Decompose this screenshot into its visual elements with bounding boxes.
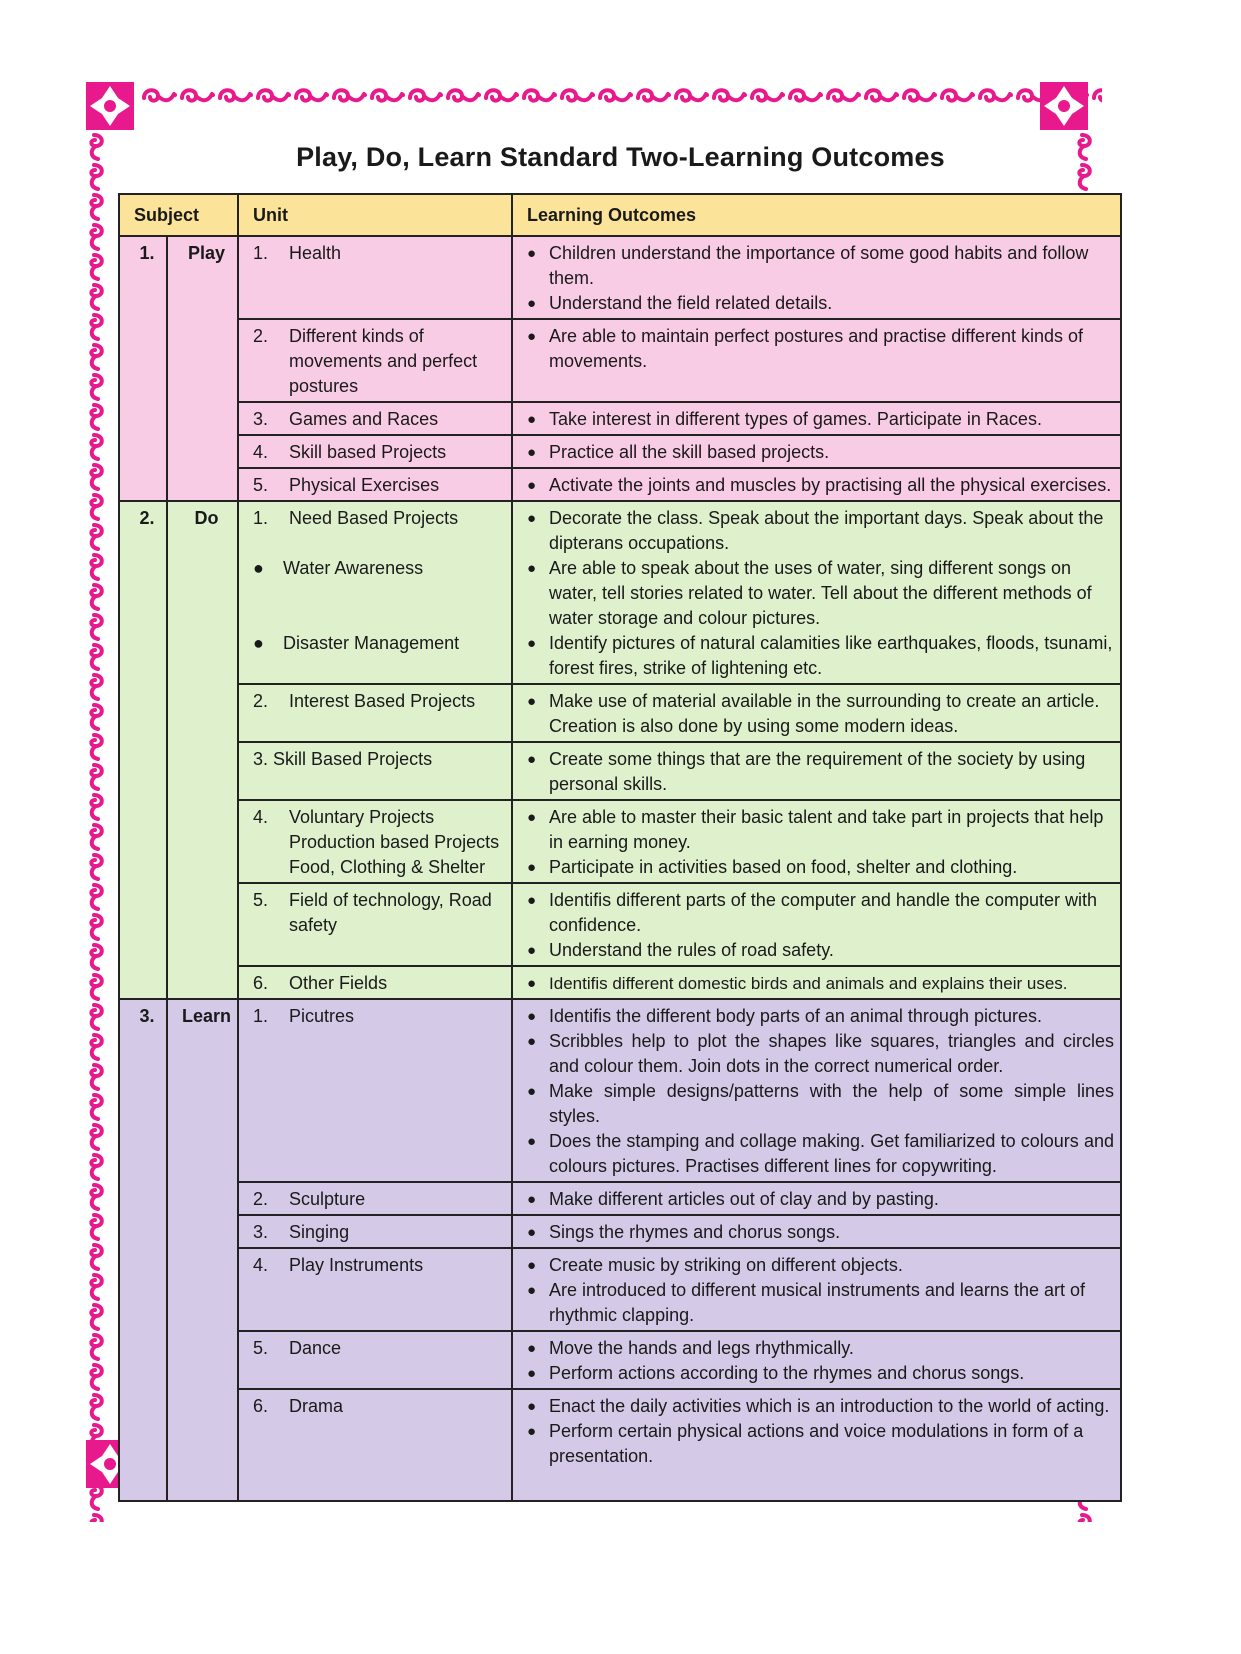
- outcome-text: Participate in activities based on food, shelter and clothing.: [549, 857, 1018, 877]
- unit-cell: [238, 319, 512, 402]
- table-row: [119, 800, 1121, 883]
- outcome-text: Are introduced to different musical instruments and learns the art of rhythmic clapping.: [549, 1280, 1085, 1325]
- table-row: [119, 1248, 1121, 1331]
- bullet-icon: ●: [527, 751, 537, 768]
- bullet-icon: ●: [527, 1257, 537, 1274]
- bullet-icon: ●: [527, 1423, 537, 1440]
- outcome-text: Understand the field related details.: [549, 293, 833, 313]
- outcome-text: Identifis different parts of the computer and handle the computer with confidence.: [549, 890, 1098, 935]
- bullet-icon: ●: [527, 245, 537, 262]
- table-row: [119, 319, 1121, 402]
- outcomes-cell: [512, 742, 1121, 800]
- unit-number: 3.: [253, 1222, 269, 1242]
- unit-sub-label: Disaster Management: [283, 633, 460, 653]
- unit-label: Voluntary Projects: [289, 807, 435, 827]
- unit-label: Play Instruments: [289, 1255, 424, 1275]
- table-row: [119, 435, 1121, 468]
- bullet-icon: ●: [527, 693, 537, 710]
- outcome-text: Identifis different domestic birds and animals and explains their uses.: [549, 974, 1068, 993]
- unit-label: Need Based Projects: [289, 508, 459, 528]
- unit-cell: [238, 501, 512, 684]
- table-row: [119, 236, 1121, 319]
- unit-cell: [238, 1331, 512, 1389]
- bullet-icon: ●: [253, 633, 264, 653]
- unit-label: Skill based Projects: [289, 442, 447, 462]
- bullet-icon: ●: [527, 295, 537, 312]
- table-row: [119, 1389, 1121, 1501]
- outcomes-cell: [512, 435, 1121, 468]
- outcome-text: Identifis the different body parts of an animal through pictures.: [549, 1006, 1042, 1026]
- unit-cell: [238, 742, 512, 800]
- unit-cell: [238, 1215, 512, 1248]
- bullet-icon: ●: [527, 859, 537, 876]
- unit-label: Dance: [289, 1338, 342, 1358]
- table-row: [119, 1182, 1121, 1215]
- unit-number: 6.: [253, 1396, 269, 1416]
- outcome-text: Create music by striking on different objects.: [549, 1255, 903, 1275]
- table-row: [119, 501, 1121, 684]
- table-row: [119, 999, 1121, 1182]
- outcomes-cell: [512, 684, 1121, 742]
- unit-number: 3.: [253, 409, 269, 429]
- outcome-text: Make different articles out of clay and by pasting.: [549, 1189, 939, 1209]
- unit-label: Different kinds of movements and perfect postures: [289, 326, 478, 396]
- outcome-text: Understand the rules of road safety.: [549, 940, 834, 960]
- bullet-icon: ●: [527, 942, 537, 959]
- learning-outcomes-table: [118, 193, 1122, 1502]
- unit-cell: [238, 468, 512, 501]
- outcome-text: Make simple designs/patterns with the help of some simple lines styles.: [549, 1081, 1114, 1126]
- outcome-text: Take interest in different types of games. Participate in Races.: [549, 409, 1042, 429]
- unit-label: Interest Based Projects: [289, 691, 476, 711]
- unit-cell: [238, 883, 512, 966]
- section-play: [119, 236, 1121, 501]
- section-do: [119, 501, 1121, 999]
- table-row: [119, 684, 1121, 742]
- unit-cell: [238, 1182, 512, 1215]
- outcome-text: Children understand the importance of some good habits and follow them.: [549, 243, 1089, 288]
- corner-ornament-icon: [86, 82, 134, 130]
- section-name: Play: [167, 236, 238, 501]
- unit-cell: [238, 402, 512, 435]
- outcomes-cell: [512, 468, 1121, 501]
- left-scroll-border: [84, 132, 110, 1522]
- outcome-text: Enact the daily activities which is an introduction to the world of acting.: [549, 1396, 1110, 1416]
- outcomes-cell: [512, 501, 1121, 684]
- unit-number: 2.: [253, 326, 269, 346]
- table-header-row: [119, 194, 1121, 236]
- unit-cell: [238, 1389, 512, 1501]
- unit-label: Other Fields: [289, 973, 388, 993]
- outcomes-cell: [512, 800, 1121, 883]
- unit-label: Food, Clothing & Shelter: [289, 857, 486, 877]
- top-scroll-border: [140, 82, 1102, 108]
- section-number: 3.: [119, 999, 167, 1501]
- bullet-icon: ●: [527, 1224, 537, 1241]
- unit-number: 1.: [253, 1006, 269, 1026]
- outcome-text: Move the hands and legs rhythmically.: [549, 1338, 854, 1358]
- bullet-icon: ●: [527, 411, 537, 428]
- unit-label: Singing: [289, 1222, 350, 1242]
- section-name: Do: [167, 501, 238, 999]
- outcome-text: Scribbles help to plot the shapes like squares, triangles and circles and colour them. Join dots in the correct numerical order.: [549, 1031, 1114, 1076]
- section-number: 2.: [119, 501, 167, 999]
- section-number: 1.: [119, 236, 167, 501]
- unit-label: 3. Skill Based Projects: [253, 749, 433, 769]
- outcome-text: Are able to maintain perfect postures and practise different kinds of movements.: [549, 326, 1084, 371]
- table-row: [119, 883, 1121, 966]
- unit-label: Games and Races: [289, 409, 439, 429]
- bullet-icon: ●: [527, 1365, 537, 1382]
- outcome-text: Perform actions according to the rhymes and chorus songs.: [549, 1363, 1025, 1383]
- outcome-text: Practice all the skill based projects.: [549, 442, 830, 462]
- table-row: [119, 1331, 1121, 1389]
- bullet-icon: ●: [527, 1398, 537, 1415]
- outcomes-cell: [512, 999, 1121, 1182]
- bullet-icon: ●: [527, 892, 537, 909]
- unit-number: 1.: [253, 243, 269, 263]
- bullet-icon: ●: [527, 1282, 537, 1299]
- outcome-text: Perform certain physical actions and voice modulations in form of a presentation.: [549, 1421, 1084, 1466]
- outcome-text: Make use of material available in the surrounding to create an article. Creation is also done by using some modern ideas.: [549, 691, 1100, 736]
- bullet-icon: ●: [527, 560, 537, 577]
- bullet-icon: ●: [527, 444, 537, 461]
- outcome-text: Does the stamping and collage making. Get familiarized to colours and colours pictures. Practises different lines for copywriting.: [549, 1131, 1114, 1176]
- unit-number: 1.: [253, 508, 269, 528]
- unit-cell: [238, 966, 512, 999]
- outcomes-cell: [512, 319, 1121, 402]
- outcomes-cell: [512, 1331, 1121, 1389]
- bullet-icon: ●: [527, 1191, 537, 1208]
- unit-number: 6.: [253, 973, 269, 993]
- corner-ornament-icon: [1040, 82, 1088, 130]
- unit-number: 4.: [253, 442, 269, 462]
- bullet-icon: ●: [527, 510, 537, 527]
- outcomes-cell: [512, 1215, 1121, 1248]
- bullet-icon: ●: [527, 809, 537, 826]
- bullet-icon: ●: [527, 328, 537, 345]
- outcome-text: Identify pictures of natural calamities like earthquakes, floods, tsunami, forest fires, strike of lightening etc.: [549, 633, 1113, 678]
- bullet-icon: ●: [527, 1083, 537, 1100]
- unit-label: Drama: [289, 1396, 344, 1416]
- bullet-icon: ●: [527, 1340, 537, 1357]
- unit-label: Production based Projects: [289, 832, 500, 852]
- unit-cell: [238, 800, 512, 883]
- bullet-icon: ●: [527, 975, 537, 992]
- bullet-icon: ●: [253, 558, 264, 578]
- outcome-text: Create some things that are the requirement of the society by using personal skills.: [549, 749, 1086, 794]
- table-row: [119, 468, 1121, 501]
- unit-label: Sculpture: [289, 1189, 366, 1209]
- page-title: Play, Do, Learn Standard Two-Learning Outcomes: [296, 142, 945, 172]
- column-header-unit: Unit: [238, 194, 512, 236]
- unit-number: 5.: [253, 475, 269, 495]
- unit-cell: [238, 1248, 512, 1331]
- table-row: [119, 742, 1121, 800]
- bullet-icon: ●: [527, 1008, 537, 1025]
- unit-cell: [238, 435, 512, 468]
- unit-number: 4.: [253, 807, 269, 827]
- unit-cell: [238, 684, 512, 742]
- table-row: [119, 402, 1121, 435]
- unit-label: Field of technology, Road safety: [289, 890, 492, 935]
- unit-cell: [238, 999, 512, 1182]
- outcome-text: Are able to speak about the uses of water, sing different songs on water, tell stories related to water. Tell about the different methods of water storage and colour pictures.: [549, 558, 1092, 628]
- unit-label: Picutres: [289, 1006, 355, 1026]
- unit-label: Physical Exercises: [289, 475, 440, 495]
- unit-cell: [238, 236, 512, 319]
- outcomes-cell: [512, 1389, 1121, 1501]
- outcomes-cell: [512, 1182, 1121, 1215]
- bullet-icon: ●: [527, 635, 537, 652]
- bullet-icon: ●: [527, 1133, 537, 1150]
- bullet-icon: ●: [527, 477, 537, 494]
- unit-number: 5.: [253, 890, 269, 910]
- unit-number: 2.: [253, 691, 269, 711]
- outcome-text: Are able to master their basic talent and take part in projects that help in earning money.: [549, 807, 1104, 852]
- outcomes-cell: [512, 966, 1121, 999]
- unit-label: Health: [289, 243, 342, 263]
- unit-number: 2.: [253, 1189, 269, 1209]
- unit-sub-label: Water Awareness: [283, 558, 424, 578]
- outcome-text: Sings the rhymes and chorus songs.: [549, 1222, 841, 1242]
- unit-number: 5.: [253, 1338, 269, 1358]
- section-learn: [119, 999, 1121, 1501]
- outcomes-cell: [512, 1248, 1121, 1331]
- outcome-text: Decorate the class. Speak about the important days. Speak about the dipterans occupations.: [549, 508, 1104, 553]
- outcomes-cell: [512, 236, 1121, 319]
- outcomes-cell: [512, 402, 1121, 435]
- column-header-outcomes: Learning Outcomes: [512, 194, 1121, 236]
- table-row: [119, 966, 1121, 999]
- outcome-text: Activate the joints and muscles by practising all the physical exercises.: [549, 475, 1112, 495]
- unit-number: 4.: [253, 1255, 269, 1275]
- table-row: [119, 1215, 1121, 1248]
- column-header-subject: Subject: [119, 194, 238, 236]
- bullet-icon: ●: [527, 1033, 537, 1050]
- section-name: Learn: [167, 999, 238, 1501]
- outcomes-cell: [512, 883, 1121, 966]
